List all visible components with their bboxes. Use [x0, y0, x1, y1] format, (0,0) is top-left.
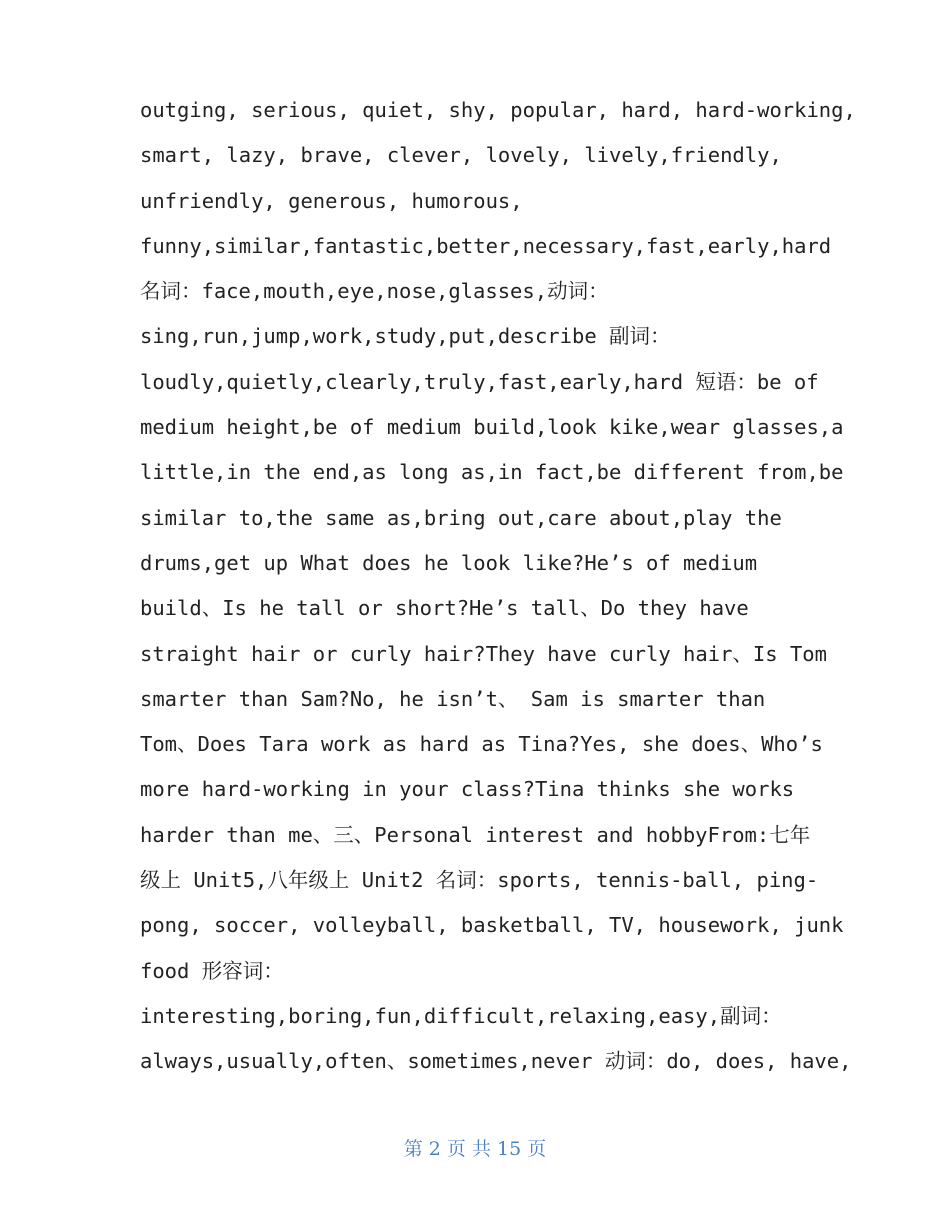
- text-line: smart, lazy, brave, clever, lovely, lively,friendly,: [140, 143, 782, 168]
- text-line: unfriendly, generous, humorous,: [140, 188, 523, 213]
- text-line: pong, soccer, volleyball, basketball, TV, housework, junk: [140, 913, 844, 938]
- text-line: build、Is he tall or short?He’s tall、Do they have: [140, 596, 749, 621]
- page-number-footer: 第 2 页 共 15 页: [403, 1138, 547, 1160]
- text-line: little,in the end,as long as,in fact,be different from,be: [140, 460, 844, 485]
- text-line: funny,similar,fantastic,better,necessary,fast,early,hard: [140, 233, 832, 258]
- text-line: outging, serious, quiet, shy, popular, hard, hard-working,: [140, 98, 856, 122]
- text-line: interesting,boring,fun,difficult,relaxing,easy,副词：: [140, 1003, 782, 1028]
- text-line: harder than me、三、Personal interest and hobbyFrom:七年: [140, 822, 811, 847]
- text-line: straight hair or curly hair?They have curly hair、Is Tom: [140, 641, 827, 666]
- text-line: food 形容词：: [140, 958, 284, 983]
- text-line: smarter than Sam?No, he isn’t、 Sam is smarter than: [140, 686, 766, 711]
- body-text: [140, 88, 856, 1085]
- text-line: similar to,the same as,bring out,care about,play the: [140, 505, 782, 530]
- text-line: sing,run,jump,work,study,put,describe 副词：: [140, 324, 671, 349]
- text-line: 名词：face,mouth,eye,nose,glasses,动词：: [140, 279, 609, 304]
- text-line: medium height,be of medium build,look kike,wear glasses,a: [140, 415, 844, 440]
- text-line: Tom、Does Tara work as hard as Tina?Yes, she does、Who’s: [140, 732, 823, 757]
- text-line: loudly,quietly,clearly,truly,fast,early,hard 短语：be of: [140, 369, 819, 394]
- text-line: more hard-working in your class?Tina thinks she works: [140, 777, 795, 802]
- text-line: always,usually,often、sometimes,never 动词：do, does, have,: [140, 1049, 852, 1074]
- text-line: 级上 Unit5,八年级上 Unit2 名词：sports, tennis-ball, ping-: [140, 868, 819, 893]
- text-line: drums,get up What does he look like?He’s of medium: [140, 550, 758, 575]
